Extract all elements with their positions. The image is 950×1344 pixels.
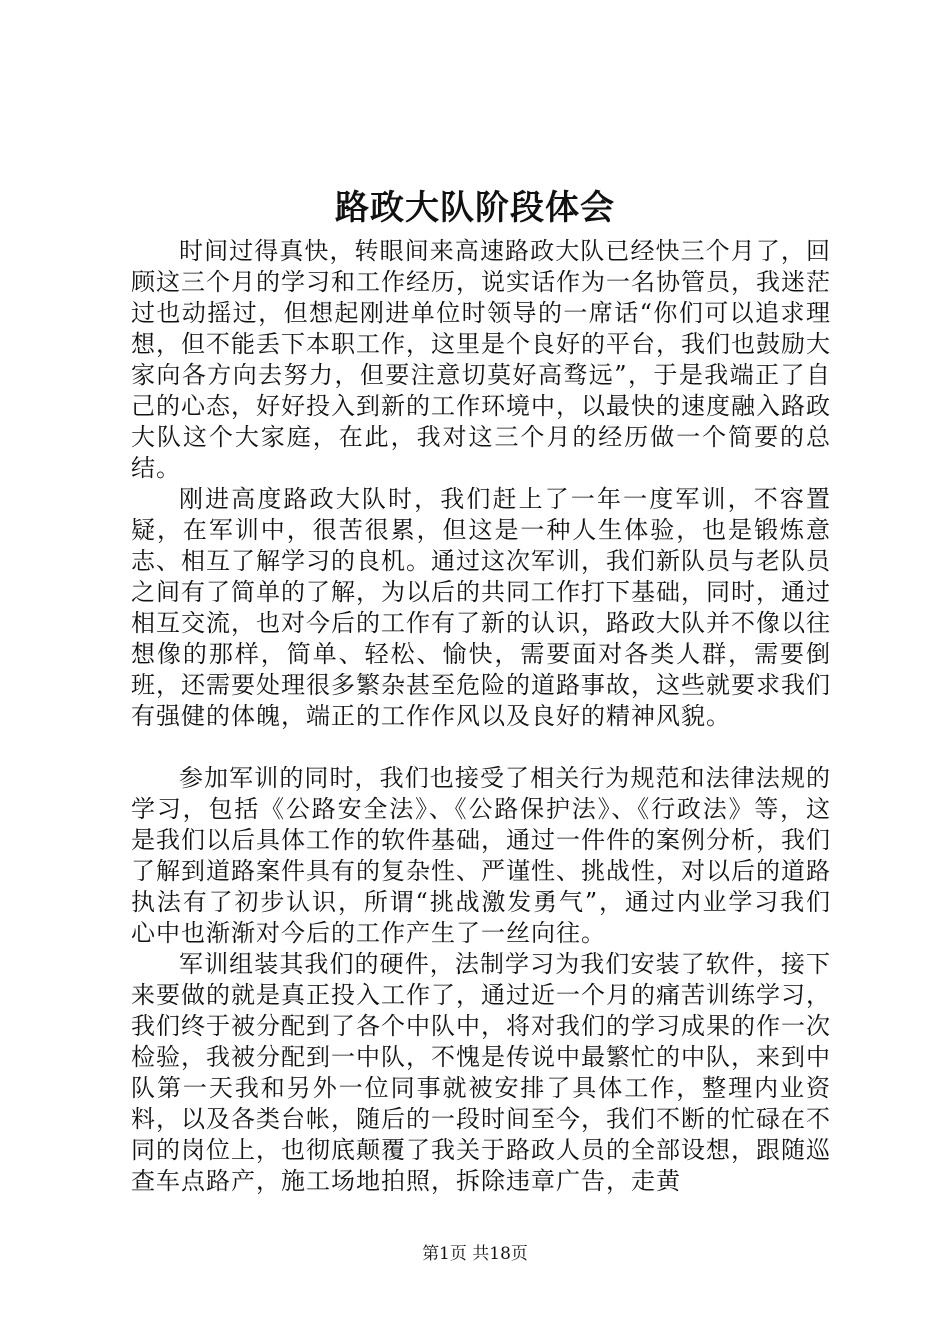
document-title: 路政大队阶段体会: [335, 188, 615, 228]
paragraph-2: 刚进高度路政大队时，我们赶上了一年一度军训，不容置疑，在军训中，很苦很累，但这是一种人生体验，也是锻炼意志、相互了解学习的良机。通过这次军训，我们新队员与老队员之间有了简单的了解，为以后的共同工作打下基础，同时，通过相互交流，也对今后的工作有了新的认识，路政大队并不像以往想像的那样，简单、轻松、愉快，需要面对各类人群，需要倒班，还需要处理很多繁杂甚至危险的道路事故，这些就要求我们有强健的体魄，端正的工作作风以及良好的精神风貌。: [131, 485, 831, 730]
page-footer: 第1页 共18页: [422, 1244, 528, 1264]
paragraph-1: 时间过得真快，转眼间来高速路政大队已经快三个月了，回顾这三个月的学习和工作经历，说实话作为一名协管员，我迷茫过也动摇过，但想起刚进单位时领导的一席话“你们可以追求理想，但不能丢下本职工作，这里是个良好的平台，我们也鼓励大家向各方向去努力，但要注意切莫好高骛远”，于是我端正了自己的心态，好好投入到新的工作环境中，以最快的速度融入路政大队这个大家庭，在此，我对这三个月的经历做一个简要的总结。: [131, 237, 831, 482]
document-body: [131, 236, 831, 1197]
paragraph-4: 军训组装其我们的硬件，法制学习为我们安装了软件，接下来要做的就是真正投入工作了，通过近一个月的痛苦训练学习，我们终于被分配到了各个中队中，将对我们的学习成果的作一次检验，我被分配到一中队，不愧是传说中最繁忙的中队，来到中队第一天我和另外一位同事就被安排了具体工作，整理内业资料，以及各类台帐，随后的一段时间至今，我们不断的忙碌在不同的岗位上，也彻底颠覆了我关于路政人员的全部设想，跟随巡查车点路产，施工场地拍照，拆除违章广告，走黄: [131, 950, 831, 1195]
paragraph-3: 参加军训的同时，我们也接受了相关行为规范和法律法规的学习，包括《公路安全法》、《公路保护法》、《行政法》等，这是我们以后具体工作的软件基础，通过一件件的案例分析，我们了解到道路案件具有的复杂性、严谨性、挑战性，对以后的道路执法有了初步认识，所谓“挑战激发勇气”，通过内业学习我们心中也渐渐对今后的工作产生了一丝向往。: [131, 764, 831, 947]
